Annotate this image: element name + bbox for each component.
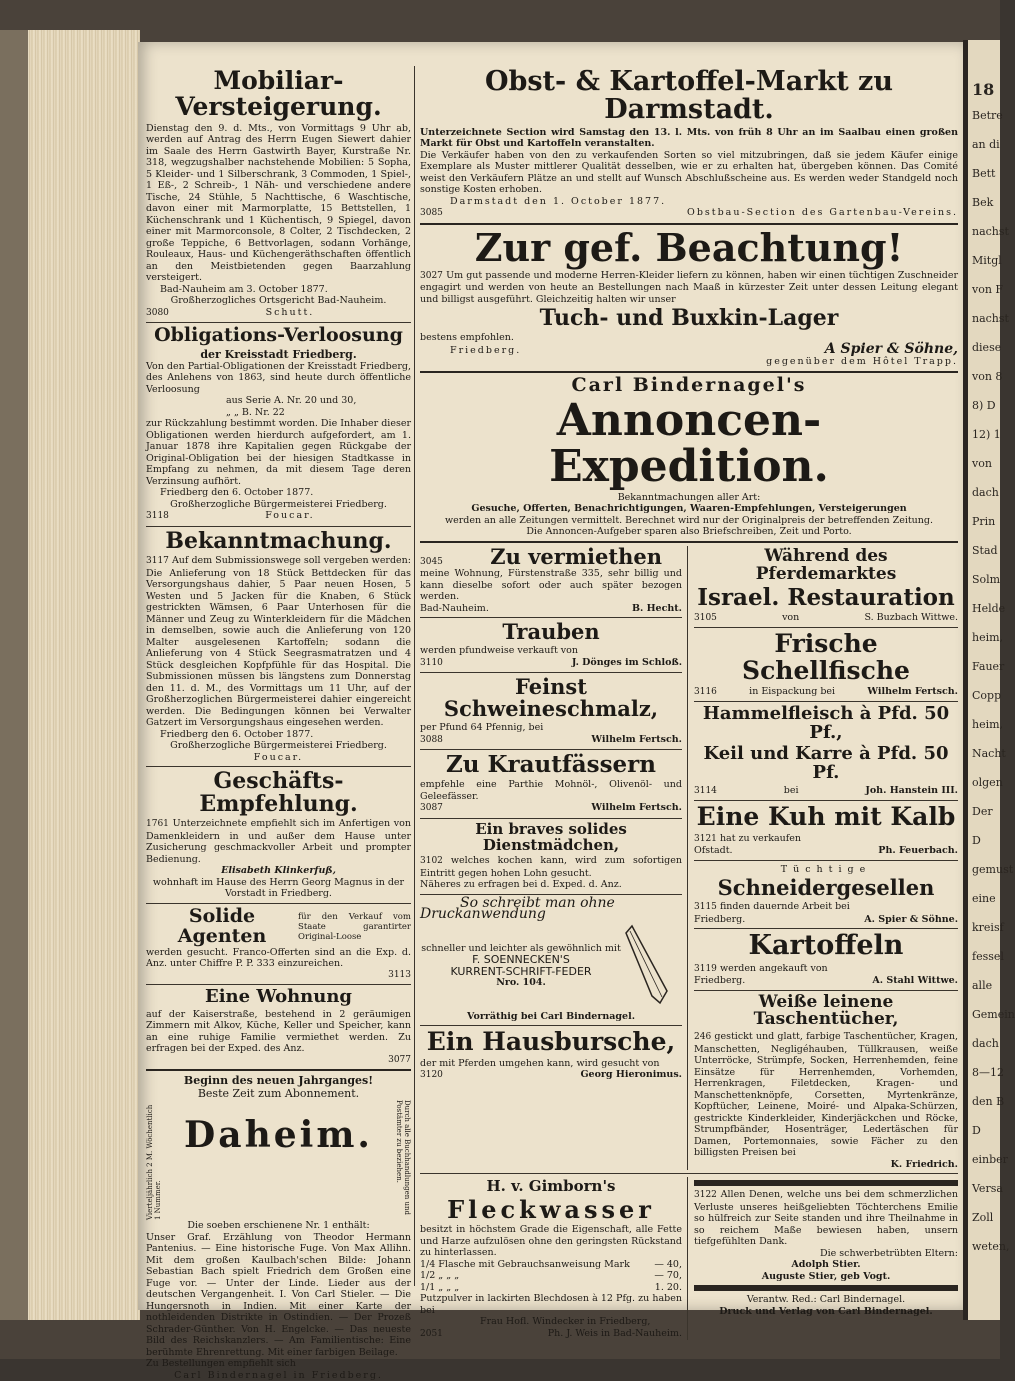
ad-title: Solide Agenten (177, 904, 267, 947)
next-page-fragment: olgen (972, 776, 1003, 789)
next-page-fragment: Stad (972, 544, 998, 557)
ad-signer: Joh. Hanstein III. (865, 784, 958, 796)
next-page-fragment: Nacht (972, 747, 1006, 760)
ad-by: von (782, 611, 800, 623)
next-page-fragment: Copp (972, 689, 1002, 702)
ad-fleckwasser (420, 1177, 688, 1340)
next-page-fragment: von F (972, 283, 1004, 296)
ad-body: hat zu verkaufen (719, 832, 802, 844)
ad-recommend: bestens empfohlen. (420, 332, 514, 344)
ad-stock: Vorräthig bei Carl Bindernagel. (467, 1010, 635, 1022)
next-page-fragment: Prin (972, 515, 996, 528)
ad-number: 3120 (420, 1070, 443, 1081)
next-page-fragment: kreisf (972, 921, 1004, 934)
ad-name: Auguste Stier, geb Vogt. (761, 1270, 891, 1282)
next-page-fragment: weten, (972, 1240, 1010, 1253)
ad-number: 3045 (420, 556, 443, 567)
next-page-fragment: alle (972, 979, 993, 992)
ad-body: der mit Pferden umgehen kann, wird gesucht von (420, 1057, 660, 1069)
ad-vertical-text: Durch alle Buchhandlungen und Postämter zu beziehen. (395, 1100, 411, 1216)
ad-title: Eine Kuh mit Kalb (696, 802, 956, 832)
ad-place: Friedberg. (450, 344, 522, 356)
next-page-fragment: fessel (972, 950, 1004, 963)
ad-title: Geschäfts-Empfehlung. (199, 768, 358, 818)
ad-number: 246 (694, 1032, 712, 1043)
ad-head: Die schwerbetrübten Eltern: (819, 1247, 958, 1259)
ad-firm-address: gegenüber dem Hôtel Trapp. (766, 356, 958, 368)
ad-head: Beste Zeit zum Abonnement. (197, 1087, 360, 1101)
ad-series: aus Serie A. Nr. 20 und 30, (226, 395, 357, 407)
ad-authority: Großherzogliche Bürgermeisterei Friedberg. (170, 740, 387, 752)
ad-script: Druckanwendung (420, 906, 546, 923)
newspaper-page (138, 42, 963, 1381)
next-page-fragment: dach (972, 1037, 999, 1050)
ad-number: 1761 (146, 819, 169, 830)
ad-title: Eine Wohnung (204, 986, 353, 1008)
next-page-edge (968, 40, 1015, 1320)
next-page-fragment: eine (972, 892, 996, 905)
ad-number: 3122 (694, 1190, 717, 1201)
next-page-fragment: D (972, 834, 981, 847)
ad-title: Frische Schellfische (742, 629, 910, 685)
daheim-logo-title: Daheim. (184, 1114, 373, 1157)
next-page-fragment: nachst (972, 312, 1009, 325)
ad-mobiliar (146, 68, 411, 319)
small-ads-left (420, 543, 688, 1170)
ad-title: Bekanntmachung. (165, 527, 392, 554)
next-page-fragment: D (972, 1124, 981, 1137)
ad-number: 3110 (420, 657, 443, 668)
book-cover-edge (0, 30, 28, 1320)
next-page-fragment: Der (972, 805, 993, 818)
ad-script: So schreibt man ohne (460, 894, 615, 911)
ad-signer: Ph. Feuerbach. (878, 845, 958, 857)
next-page-fragment: Bett (972, 167, 996, 180)
ad-title: Zur gef. Beachtung! (474, 224, 904, 270)
ad-brand: F. SOENNECKEN'S (472, 953, 570, 967)
ad-price-label: 1/1 „ „ „ (420, 1281, 460, 1293)
next-page-fragment: nachst (972, 225, 1009, 238)
ad-title: Israel. Restauration (697, 583, 955, 611)
ad-name: Adolph Stier. (791, 1259, 861, 1271)
ad-body: Dienstag den 9. d. Mts., von Vormittags 9 Uhr ab, werden auf Antrag des Herrn Eugen Siewert dahier im Saale des Herrn Gastwirth Bayer, Kurstraße Nr. 318, wegzugshalber nachstehende Mobilien: 5 Sopha, 5 Kleider- und 1 Silberschrank, 3 Commoden, 1 Spiel-, 1 Eß-, 2 Schreib-, 1 Näh- und verschiedene andere Tische, 24 Stühle, 5 Nachttische, 6 Waschtische, davon einer mit Marmorplatte, 15 Bettstellen, 1 Küchenschrank und 1 Küchentisch, 9 Spiegel, davon einer mit Marmorconsole, 8 Colter, 2 Tischdecken, 2 große Teppiche, 6 Bettvorlagen, sodann Vorhänge, Rouleaux, Haus- und Küchengeräthschaften öffentlich an den Meistbietenden gegen Baarzahlung versteigert. (146, 122, 411, 283)
ad-signer: Wilhelm Fertsch. (591, 802, 682, 814)
ad-signer: Obstbau-Section des Gartenbau-Vereins. (687, 207, 958, 219)
ad-seller: Carl Bindernagel in Friedberg. (174, 1369, 383, 1381)
next-page-fragment: Versa (972, 1182, 1003, 1195)
ad-signer: Foucar. (253, 751, 304, 763)
ad-authority: Großherzogliche Bürgermeisterei Friedberg. (170, 498, 387, 510)
ad-address: wohnhaft im Hause des Herrn Georg Magnus in der Vorstadt in Friedberg. (152, 876, 405, 900)
ad-title: Zu Krautfässern (445, 751, 657, 779)
ad-body: finden dauernde Arbeit bei (719, 901, 850, 913)
ad-number: 3118 (146, 511, 169, 522)
ad-title: Ein Hausbursche, (426, 1027, 676, 1057)
ad-place: Bad-Nauheim. (420, 602, 489, 614)
ad-number: 3119 (694, 963, 717, 974)
ad-authority: Großherzogliches Ortsgericht Bad-Nauheim. (170, 295, 387, 306)
ad-markt (420, 68, 958, 220)
ad-title: Feinst Schweineschmalz, (443, 674, 659, 722)
ad-place: Friedberg. (694, 975, 746, 987)
ad-title: Schneidergesellen (717, 875, 935, 901)
ad-beachtung (420, 224, 958, 368)
ad-body: Die Verkäufer haben von den zu verkaufenden Sorten so viel mitzubringen, daß sie jedem Käufer einige Exemplare als Muster mittlerer Qualität desselben, wie er zu erhalten hat, übergeben können. Das Comité weist den Verkäufern Plätze an und stellt auf Wunsch Abschlußscheine aus. Es werden weder Standgeld noch sonstige Kosten erhoben. (420, 149, 958, 196)
ad-title: Ein braves solides Dienstmädchen, (475, 819, 627, 854)
imprint-editor: Verantw. Red.: Carl Bindernagel. (746, 1294, 906, 1306)
next-page-fragment: 18 (972, 80, 995, 99)
ad-name: Elisabeth Klinkerfuß, (221, 865, 336, 877)
pen-nib-icon (622, 921, 682, 1011)
next-page-fragment: 8) D (972, 399, 996, 412)
next-page-fragment: einber (972, 1153, 1008, 1166)
ad-body: welches kochen kann, wird zum sofortigen Eintritt gegen hohen Lohn gesucht. (420, 855, 682, 879)
ad-by: bei (783, 784, 799, 796)
ad-signer: S. Buzbach Wittwe. (864, 611, 958, 623)
ad-price-label: 1/2 „ „ „ (420, 1270, 460, 1282)
ad-title: Annoncen-Expedition. (549, 394, 829, 492)
ad-intro: Die soeben erschienene Nr. 1 enthält: (187, 1220, 370, 1232)
ad-title: Fleckwasser (447, 1194, 655, 1224)
next-page-fragment: den B (972, 1095, 1005, 1108)
ad-obligations (146, 326, 411, 523)
ad-title: Hammelfleisch à Pfd. 50 Pf., (702, 703, 950, 744)
ad-body: werden pfundweise verkauft von (420, 645, 578, 657)
ad-signer: Schutt. (265, 306, 315, 318)
ad-number: 3085 (420, 208, 443, 219)
ad-body: Unser Graf. Erzählung von Theodor Hermann Pantenius. — Eine historische Fuge. Von Max Allihn. Mit dem großen Kaulbach'schen Bilde: Johann Sebastian Bach spielt Friedrich dem Großen eine Fuge vor. — Unter der Linde. Lieder aus der deutschen Vergangenheit. I. Von Carl Stieler. — Die Hungersnoth in Indien. Mit einer Karte der nothleidenden Distrikte in Ostindien. — Der Prozeß Schrader-Günther. Von H. Engelcke. — Das neueste Bild des Reichskanzlers. — Am Familientische: Eine berühmte Ehrenrettung. Mit einer farbigen Beilage. (146, 1231, 411, 1358)
ad-place: Bad-Nauheim am 3. October 1877. (160, 283, 328, 295)
ad-title: Keil und Karre à Pfd. 50 Pf. (703, 743, 949, 783)
ad-body: werden gesucht. Franco-Offerten sind an die Exp. d. Anz. unter Chiffre P. P. 333 einzureichen. (146, 946, 411, 970)
next-page-fragment: Zoll (972, 1211, 994, 1224)
ad-name: Carl Bindernagel's (571, 373, 807, 396)
ad-number: 2051 (420, 1328, 443, 1339)
next-page-fragment: an di (972, 138, 1000, 151)
ad-body: werden angekauft von (719, 962, 828, 974)
ad-place: Friedberg den 6. October 1877. (160, 487, 314, 499)
ad-place: Friedberg den 6. October 1877. (160, 728, 314, 740)
next-page-fragment: von (972, 457, 992, 470)
ad-signer: J. Dönges im Schloß. (571, 656, 682, 668)
ad-number: Nro. 104. (496, 977, 546, 989)
next-page-fragment: Fauer (972, 660, 1005, 673)
ad-number: 3114 (694, 785, 717, 796)
ad-firm: A Spier & Söhne, (824, 340, 958, 357)
ad-body: zur Rückzahlung bestimmt worden. Die Inhaber dieser Obligationen werden hierdurch aufgefordert, am 1. Januar 1878 ihre Kapitalien gegen Rückgabe der Original-Obligation bei der hiesigen Stadtkasse in Empfang zu nehmen, da mit diesem Tage deren Verzinsung aufhört. (146, 418, 411, 487)
ad-title: Trauben (502, 619, 600, 645)
next-page-fragment: heim, (972, 718, 1004, 731)
next-page-fragment: von 8 (972, 370, 1003, 383)
ad-signer: Wilhelm Fertsch. (867, 685, 958, 697)
ad-seller: Frau Hofl. Windecker in Friedberg, (480, 1316, 651, 1328)
ad-number: 3027 (420, 270, 443, 281)
ad-place: Darmstadt den 1. October 1877. (450, 195, 667, 207)
ad-number: 3102 (420, 856, 443, 867)
ad-lager: Tuch- und Buxkin-Lager (539, 305, 839, 332)
next-page-fragment: 8—12 (972, 1066, 1004, 1079)
ad-body: empfehle eine Parthie Mohnöl-, Olivenöl- und Geleefässer. (420, 779, 682, 802)
next-page-fragment: dach (972, 486, 999, 499)
ad-geschaefts (146, 770, 411, 900)
ad-signer: Georg Hieronimus. (580, 1069, 682, 1081)
ad-place: Friedberg. (694, 913, 746, 925)
ad-body: meine Wohnung, Fürstenstraße 335, sehr billig und kann dieselbe sofort oder auch später bezogen werden. (420, 568, 682, 603)
next-page-fragment: Helde (972, 602, 1006, 615)
ad-head: Beginn des neuen Jahrganges! (183, 1074, 374, 1088)
next-page-fragment: 12) 1 (972, 428, 1001, 441)
ad-bindernagel (420, 373, 958, 538)
ad-title: Kartoffeln (748, 930, 904, 962)
ad-side-text: für den Verkauf vom Staate garantirter Original-Loose (298, 911, 411, 942)
ad-vertical-text: Vierteljährlich 2 M. Wöchentlich 1 Nummer. (146, 1105, 162, 1221)
next-page-fragment: Solm (972, 573, 1001, 586)
ad-number: 3088 (420, 734, 443, 745)
ad-number: 3117 (146, 556, 169, 567)
ad-body: Unterzeichnete empfiehlt sich im Anfertigen von Damenkleidern in und außer dem Hause unter Zusicherung geschmackvoller Arbeit und prompter Bedienung. (146, 818, 411, 865)
small-ads-right (688, 546, 958, 1170)
ad-title: Obligations-Verloosung (154, 324, 403, 346)
ad-agenten (146, 904, 411, 981)
ad-number: 3087 (420, 803, 443, 814)
ad-series: „ „ B. Nr. 22 (226, 406, 285, 418)
ad-note: Näheres zu erfragen bei d. Exped. d. Anz. (420, 879, 622, 891)
ad-order: Zu Bestellungen empfiehlt sich (146, 1358, 296, 1370)
ad-dank (688, 1177, 958, 1340)
ad-signer: A. Spier & Söhne. (864, 913, 958, 925)
ad-price: — 40, (654, 1258, 682, 1270)
ad-price-label: 1/4 Flasche mit Gebrauchsanweisung Mark (420, 1258, 630, 1270)
ad-place: Ofstadt. (694, 845, 733, 857)
next-page-fragment: heim, (972, 631, 1004, 644)
ad-body: gestickt und glatt, farbige Taschentücher, Kragen, Manschetten, Negligéhauben, Tüllkrausen, weiße Unterröcke, Strümpfe, Socken, Herrenhemden, feine Einsätze für Herrenhemden, Vorhemden, Herrenkragen, Filetdecken, Kragen- und Manschettenknöpfe, Corsetten, Myrtenkränze, Kopftücher, Leinene, Moiré- und Alpaka-Schürzen, gestrickte Kinderkleider, Kinderjäckchen und Röcke, Strumpfbänder, Hosenträger, Ledertäschen für Damen, Portemonnaies, sowie Fächer zu den billigsten Preisen bei (694, 1031, 958, 1159)
ad-body: Unterzeichnete Section wird Samstag den 13. l. Mts. von früh 8 Uhr an im Saalbau einen großen Markt für Obst und Kartoffeln veranstalten. (420, 126, 958, 150)
next-page-fragment: Betre (972, 109, 1003, 122)
next-page-fragment: Mitgl (972, 254, 1002, 267)
ad-name: H. v. Gimborn's (486, 1177, 616, 1196)
ad-body: besitzt in höchstem Grade die Eigenschaft, alle Fette und Harze aufzulösen ohne den geringsten Rückstand zu hinterlassen. (420, 1224, 682, 1259)
ad-seller: Ph. J. Weis in Bad-Nauheim. (547, 1327, 682, 1339)
ad-price: 1. 20. (654, 1281, 682, 1293)
ad-body: Gesuche, Offerten, Benachrichtigungen, Waaren-Empfehlungen, Versteigerungen (471, 503, 907, 515)
ad-number: 3113 (388, 969, 411, 980)
ad-body: Um gut passende und moderne Herren-Kleider liefern zu können, haben wir einen tüchtigen Zuschneider engagirt und werden von heute an Bestellungen nach Maaß in kürzester Zeit unter dessen Leitung elegant und billigst ausgeführt. Gleichzeitig halten wir unser (420, 269, 958, 305)
ad-title: Obst- & Kartoffel-Markt zu Darmstadt. (484, 66, 894, 126)
ad-number: 3115 (694, 902, 717, 913)
ad-signer: B. Hecht. (631, 602, 682, 614)
ad-title: Zu vermiethen (490, 543, 662, 569)
ad-head: Tüchtige (780, 863, 872, 875)
ad-signer: Foucar. (265, 510, 315, 522)
ad-body: werden an alle Zeitungen vermittelt. Berechnet wird nur der Originalpreis der betreffenden Zeitung. (444, 514, 934, 526)
next-page-fragment: Gemein (972, 1008, 1015, 1021)
column-rule (414, 66, 415, 1286)
next-page-fragment: diese (972, 341, 1002, 354)
ad-body: auf der Kaiserstraße, bestehend in 2 geräumigen Zimmern mit Alkov, Küche, Keller und Speicher, kann an eine ruhige Familie vermiethet werden. Zu erfragen bei der Exped. des Anz. (146, 1008, 411, 1055)
ad-body: schneller und leichter als gewöhnlich mit (421, 942, 621, 954)
ad-body: in Eispackung bei (749, 685, 836, 697)
next-page-fragment: gemust (972, 863, 1014, 876)
ad-number: 3105 (694, 612, 717, 623)
ad-signer: Wilhelm Fertsch. (591, 733, 682, 745)
ad-title: Weiße leinene Taschentücher, (753, 991, 899, 1030)
ad-body: Von den Partial-Obligationen der Kreisstadt Friedberg, des Anlehens von 1863, sind heute durch öffentliche Verloosung (146, 360, 411, 395)
ad-brand: KURRENT-SCHRIFT-FEDER (450, 964, 592, 978)
ad-number: 3121 (694, 833, 717, 844)
ad-price: — 70, (654, 1270, 682, 1282)
ad-soennecken (420, 894, 682, 1023)
right-column (420, 66, 958, 1340)
ad-signer: A. Stahl Wittwe. (872, 975, 958, 987)
ad-number: 3080 (146, 307, 169, 318)
ad-body: Die Annoncen-Aufgeber sparen also Briefschreiben, Zeit und Porto. (526, 526, 852, 538)
ad-number: 3077 (388, 1054, 411, 1065)
ad-daheim (146, 1074, 411, 1381)
imprint-publisher: Druck und Verlag von Carl Bindernagel. (719, 1305, 933, 1317)
ad-body: per Pfund 64 Pfennig, bei (420, 722, 544, 734)
ad-number: 3116 (694, 686, 717, 697)
ad-body: Bekanntmachungen aller Art: (617, 491, 761, 503)
ad-title: Mobiliar-Versteigerung. (175, 66, 382, 122)
next-page-fragment: Bek (972, 196, 994, 209)
ad-body: Allen Denen, welche uns bei dem schmerzlichen Verluste unseres heißgeliebten Töchterchens Emilie so hülfreich zur Seite standen und ihre Theilnahme in so reichem Maße bewiesen haben, unsern tiefgefühlten Dank. (694, 1189, 958, 1248)
ad-body: Auf dem Submissionswege soll vergeben werden: Die Anlieferung von 18 Stück Bettdecken für das Versorgungshaus dahier, 5 Paar neuen Hosen, 5 Westen und 5 Jacken für die Knaben, 6 Stück gestrickten Wämsen, 6 Paar Unterhosen für die Männer und Zeug zu Winterkleidern für die Mädchen in demselben, sowie auch die Anlieferung von 120 Malter ausgelesenen Kartoffeln; sodann die Anlieferung von 4 Stück Seegrasmatratzen und 4 Stück desgleichen Kopfpfühle für das Hospital. Die Submissionen müssen bis längstens zum Donnerstag den 11. d. M., des Vormittags um 11 Uhr, auf der Großherzoglichen Bürgermeisterei dahier eingereicht werden. Die Bedingungen können bei Verwalter Gatzert im Versorgungshaus eingesehen werden. (146, 555, 412, 729)
ad-putzpulver: Putzpulver in lackirten Blechdosen à 12 Pfg. zu haben bei (420, 1293, 682, 1316)
ad-subtitle: der Kreisstadt Friedberg. (200, 347, 357, 361)
ad-signer: K. Friedrich. (890, 1158, 958, 1170)
ad-wohnung (146, 988, 411, 1066)
left-column (146, 66, 411, 1381)
ad-bekanntmachung (146, 527, 412, 763)
ad-head: Während des Pferdemarktes (755, 545, 897, 584)
